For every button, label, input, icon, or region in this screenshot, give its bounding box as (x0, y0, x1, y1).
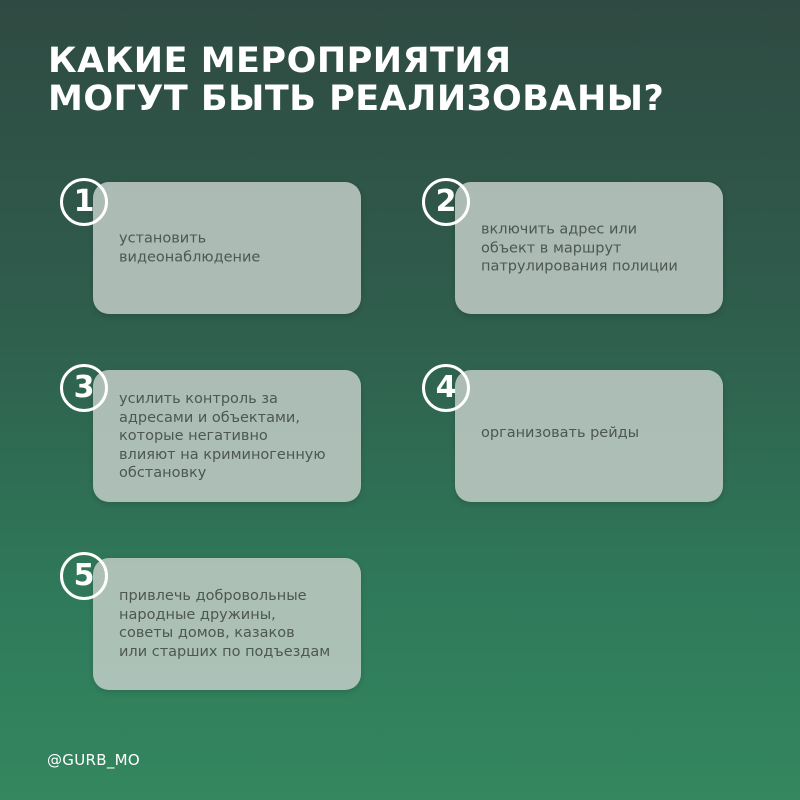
measure-card-text: привлечь добровольные народные дружины, советы домов, казаков или старших по подъездам (119, 588, 331, 660)
measure-card-3 (93, 370, 361, 502)
measure-card-5 (93, 558, 361, 690)
measure-card-text: организовать рейды (481, 425, 640, 441)
title-line-2: МОГУТ БЫТЬ РЕАЛИЗОВАНЫ? (48, 79, 665, 119)
number-badge-5: 5 (60, 552, 108, 600)
measure-card-text: усилить контроль за адресами и объектами, которые негативно влияют на криминогенную обстановку (119, 390, 326, 481)
number-badge-2: 2 (422, 178, 470, 226)
page-title (48, 42, 768, 118)
measure-card-text: установить видеонаблюдение (119, 230, 261, 265)
title-line-1: КАКИЕ МЕРОПРИЯТИЯ (48, 41, 512, 81)
measure-card-1 (93, 182, 361, 314)
measure-card-text: включить адрес или объект в маршрут патрулирования полиции (481, 221, 678, 275)
measure-card-4 (455, 370, 723, 502)
number-badge-3: 3 (60, 364, 108, 412)
number-badge-4: 4 (422, 364, 470, 412)
social-handle: @GURB_MO (47, 751, 140, 769)
number-badge-1: 1 (60, 178, 108, 226)
measure-card-2 (455, 182, 723, 314)
